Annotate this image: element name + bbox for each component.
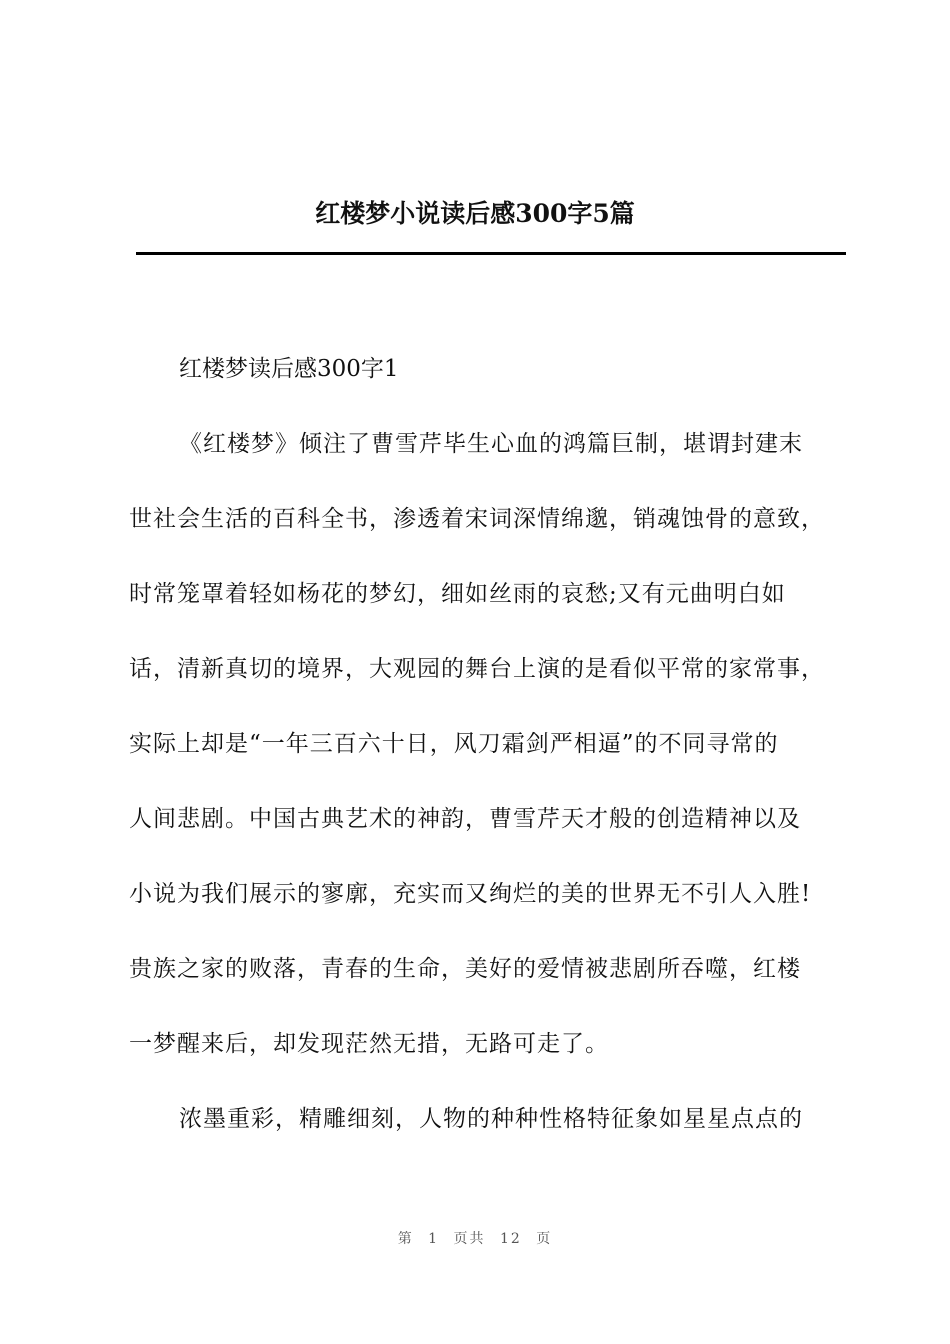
paragraph-line: 人间悲剧。中国古典艺术的神韵，曹雪芹天才般的创造精神以及	[129, 806, 801, 832]
paragraph-line: 贵族之家的败落，青春的生命，美好的爱情被悲剧所吞噬，红楼	[129, 956, 801, 982]
paragraph-1	[129, 425, 845, 1063]
paragraph-line: 《红楼梦》倾注了曹雪芹毕生心血的鸿篇巨制，堪谓封建末	[179, 431, 803, 457]
paragraph-line: 一梦醒来后，却发现茫然无措，无路可走了。	[129, 1031, 609, 1057]
paragraph-line: 小说为我们展示的寥廓，充实而又绚烂的美的世界无不引人入胜!	[129, 881, 812, 907]
document-title: 红楼梦小说读后感300字5篇	[315, 199, 635, 228]
paragraph-line: 实际上却是“一年三百六十日，风刀霜剑严相逼”的不同寻常的	[129, 731, 779, 757]
paragraph-line: 时常笼罩着轻如杨花的梦幻，细如丝雨的哀愁;又有元曲明白如	[129, 581, 786, 607]
paragraph-line: 浓墨重彩，精雕细刻，人物的种种性格特征象如星星点点的	[179, 1106, 803, 1132]
paragraph-line: 话，清新真切的境界，大观园的舞台上演的是看似平常的家常事，	[129, 656, 825, 682]
section-heading: 红楼梦读后感300字1	[179, 356, 399, 382]
document-body	[129, 350, 845, 1138]
page-footer: 第 1 页共 12 页	[397, 1231, 553, 1247]
paragraph-2	[129, 1100, 845, 1138]
title-underline	[136, 252, 846, 255]
paragraph-line: 世社会生活的百科全书，渗透着宋词深情绵邈，销魂蚀骨的意致，	[129, 506, 825, 532]
